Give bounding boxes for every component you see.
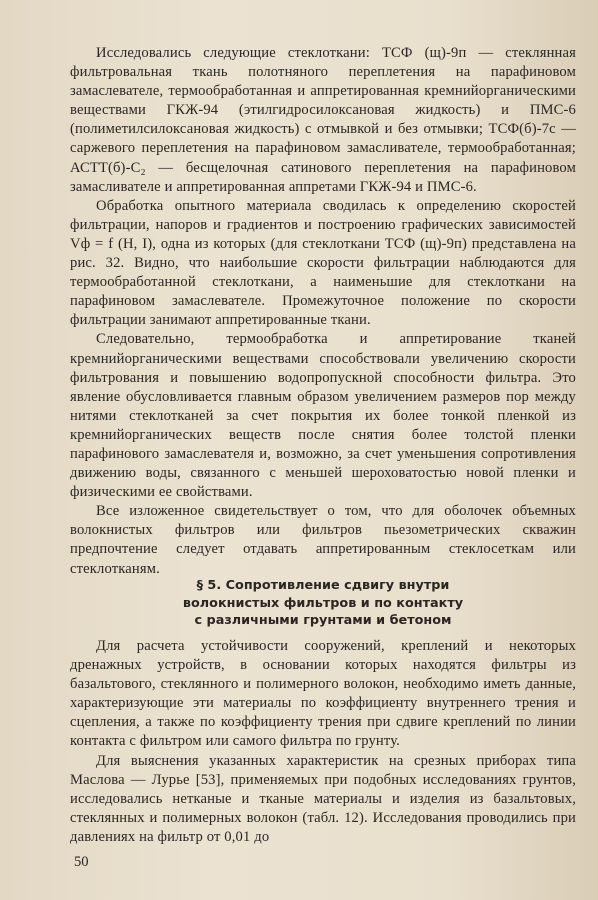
heading-line: § 5. Сопротивление сдвигу внутри	[196, 578, 450, 593]
paragraph: Следовательно, термообработка и аппретирование тканей кремнийорганическими веществами способствовали увеличению скорости фильтрования и повышению водопропускной способности фильтра. Это явление обусловливается главным образом увеличением размеров пор между нитями стеклотканей за счет покрытия их более тонкой пленкой из кремнийорганических веществ после снятия более толстой пленки парафинового замаслевателя и, возможно, за счет уменьшения сопротивления движению воды, связанного с меньшей шероховатостью новой пленки и физическими ее свойствами.	[70, 331, 576, 501]
paragraph: Исследовались следующие стеклоткани: ТСФ (щ)-9п — стеклянная фильтровальная ткань полотняного переплетения на парафиновом замаслевателе, термообработанная и аппретированная кремнийорганическими веществами ГКЖ-94 (этилгидросилоксановая жидкость) и ПМС-6 (полиметилсилоксановая жидкость) с отмывкой и без отмывки; ТСФ(б)-7с — саржевого переплетения на парафиновом замасливателе, термообработанная; АСТТ(б)-С₂ — бесщелочная сатинового переплетения на парафиновом замасливателе и аппретированная аппретами ГКЖ-94 и ПМС-6.	[70, 45, 576, 195]
paragraph: Для расчета устойчивости сооружений, креплений и некоторых дренажных устройств, в основании которых находятся фильтры из базальтового, стеклянного и полимерного волокон, необходимо иметь данные, характеризующие эти материалы по коэффициенту внутреннего трения и сцепления, а также по коэффициенту трения при сдвиге креплений по линии контакта с фильтром или самого фильтра по грунту.	[70, 638, 576, 750]
page-number: 50	[74, 854, 89, 870]
upper-text-block	[70, 44, 576, 579]
lower-text-block	[70, 637, 576, 847]
paragraph: Все изложенное свидетельствует о том, что для оболочек объемных волокнистых фильтров или фильтров пьезометрических скважин предпочтение следует отдавать аппретированным стеклосеткам или стеклотканям.	[70, 503, 576, 577]
heading-line: волокнистых фильтров и по контакту	[182, 595, 464, 611]
section-heading	[70, 577, 576, 630]
paragraph: Для выяснения указанных характеристик на срезных приборах типа Маслова — Лурье [53], применяемых при подобных исследованиях грунтов, исследовались нетканые и тканые материалы и изделия из базальтовых, стеклянных и полимерных волокон (табл. 12). Исследования проводились при давлениях на фильтр от 0,01 до	[70, 752, 576, 845]
paragraph: Обработка опытного материала сводилась к определению скоростей фильтрации, напоров и градиентов и построению графических зависимостей Vф = f (H, I), одна из которых (для стеклоткани ТСФ (щ)-9п) представлена на рис. 32. Видно, что наибольшие скорости фильтрации наблюдаются для термообработанной стеклоткани, а наименьшие для стеклоткани на парафиновом замаслевателе. Промежуточное положение по скорости фильтрации занимают аппретированные ткани.	[70, 197, 576, 329]
heading-line: с различными грунтами и бетоном	[194, 613, 452, 629]
